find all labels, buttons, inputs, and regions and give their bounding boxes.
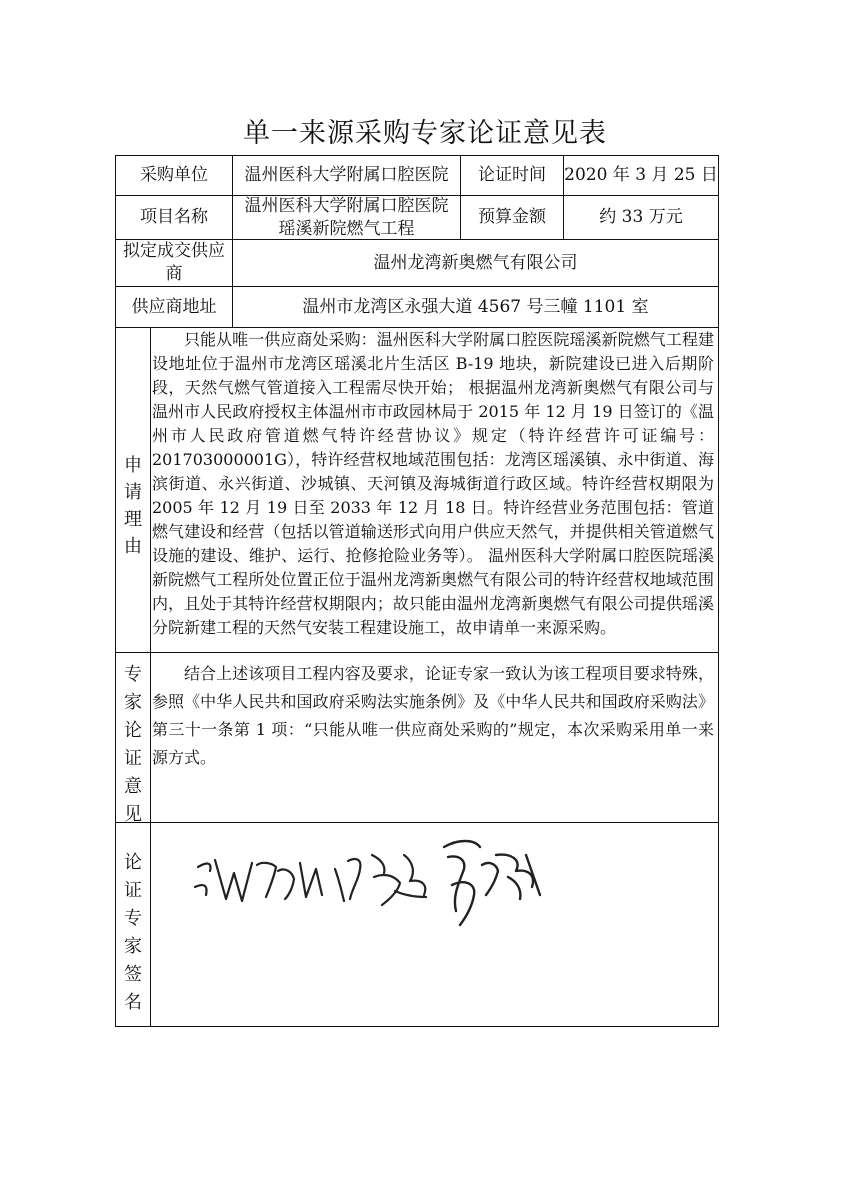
signature-3 [444,841,540,925]
opinion-label-char: 意 [124,776,142,797]
opinion-text: 结合上述该项目工程内容及要求，论证专家一致认为该工程项目要求特殊，参照《中华人民共和国政府采购法实施条例》及《中华人民共和国政府采购法》第三十一条第 1 项：“只能从唯一供应商处采购的”规定，本次采购采用单一来源方式。 [152,664,714,767]
signature-label [116,852,150,1020]
signature-label-char: 论 [124,852,142,873]
row-divider-5 [115,652,719,653]
signature-label-char: 家 [124,936,142,957]
signature-label-char: 专 [124,908,142,929]
expert-signatures [190,825,570,935]
opinion-label-char: 见 [124,804,142,825]
reason-label-char: 请 [124,482,142,503]
signature-2 [335,855,426,905]
address-label: 供应商地址 [131,296,217,317]
document-title: 单一来源采购专家论证意见表 [243,118,607,149]
supplier-label [116,240,232,286]
date-value: 2020 年 3 月 25 日 [564,165,718,185]
opinion-label-char: 证 [124,748,142,769]
signature-label-char: 名 [124,992,142,1013]
opinion-label-char: 家 [124,692,142,713]
budget-label: 预算金额 [478,207,546,227]
label-column-divider-bottom [150,327,151,1026]
project-label: 项目名称 [140,207,208,227]
opinion-label-char: 论 [124,720,142,741]
signature-label-char: 证 [124,880,142,901]
project-value [233,196,460,239]
reason-label-char: 由 [124,536,142,557]
opinion-label [116,664,150,832]
project-value-line1: 温州医科大学附属口腔医院 [244,195,449,216]
reason-label-char: 申 [124,455,142,476]
reason-text: 只能从唯一供应商处采购：温州医科大学附属口腔医院瑶溪新院燃气工程建设地址位于温州市龙湾区瑶溪北片生活区 B-19 地块，新院建设已进入后期阶段，天然气燃气管道接入工程需尽快开始； 根据温州龙湾新奥燃气有限公司与温州市人民政府授权主体温州市市政园林局于 2015 年 12 月 19 日签订的《温州市人民政府管道燃气特许经营协议》规定（特许经营许可证编号：201703000001G），特许经营权地域范围包括：龙湾区瑶溪镇、永中街道、海滨街道、永兴街道、沙城镇、天河镇及海城街道行政区域。特许经营权期限为 2005 年 12 月 19 日至 2033 年 12 月 18 日。特许经营业务范围包括：管道燃气建设和经营（包括以管道输送形式向用户供应天然气，并提供相关管道燃气设施的建设、维护、运行、抢修抢险业务等）。 温州医科大学附属口腔医院瑶溪新院燃气工程所处位置正位于温州龙湾新奥燃气有限公司的特许经营权地域范围内，且处于其特许经营权期限内；故只能由温州龙湾新奥燃气有限公司提供瑶溪分院新建工程的天然气安装工程建设施工，故申请单一来源采购。 [152,330,714,637]
opinion-label-char: 专 [124,664,142,685]
signature-1 [195,860,322,901]
signature-label-char: 签 [124,964,142,985]
supplier-value: 温州龙湾新奥燃气有限公司 [373,252,578,273]
table-border-bottom [115,1026,719,1027]
date-label: 论证时间 [478,165,546,185]
address-value: 温州市龙湾区永强大道 4567 号三幢 1101 室 [302,296,649,317]
project-value-line2: 瑶溪新院燃气工程 [278,218,415,239]
budget-value: 约 33 万元 [599,207,683,227]
table-border-right [718,155,719,1026]
purchaser-label: 采购单位 [140,165,208,185]
supplier-label-line1: 拟定成交供应 [123,241,225,261]
supplier-label-line2: 商 [165,264,183,284]
row-divider-6 [115,822,719,823]
reason-label-char: 理 [124,509,142,530]
purchaser-value: 温州医科大学附属口腔医院 [244,165,449,185]
reason-label [116,455,150,563]
